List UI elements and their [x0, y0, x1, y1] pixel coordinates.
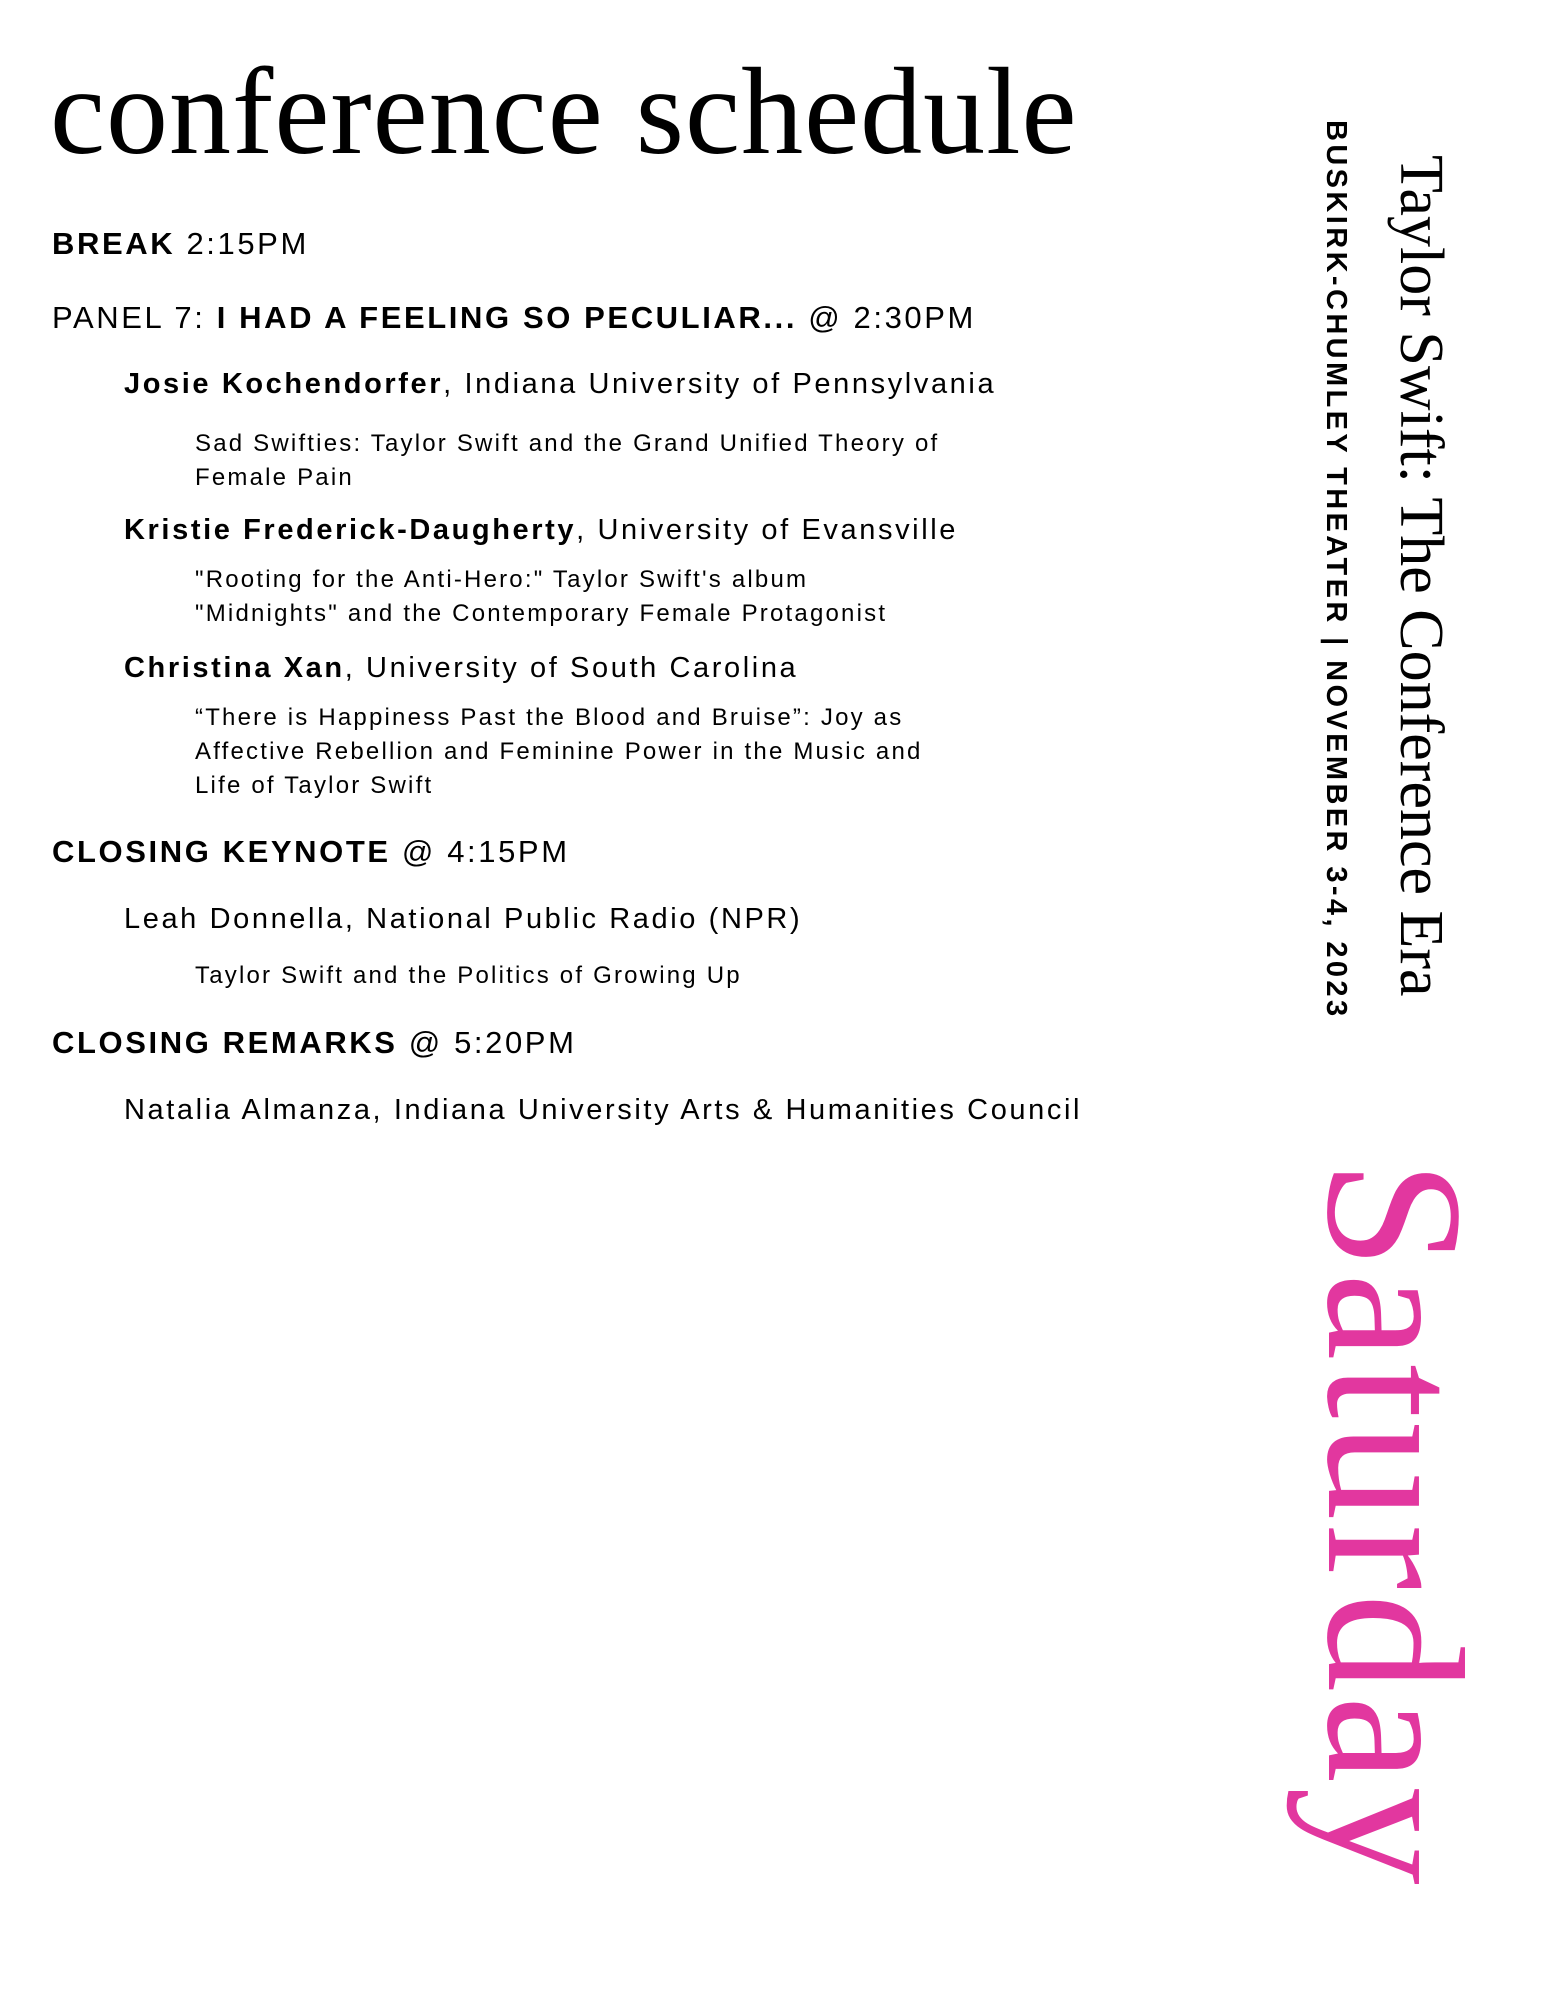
talk-title-line: "Rooting for the Anti-Hero:" Taylor Swift's album — [195, 566, 809, 593]
speaker-line — [124, 514, 958, 547]
talk-title-line: "Midnights" and the Contemporary Female Protagonist — [195, 600, 888, 627]
speaker-line — [124, 652, 798, 685]
closing-keynote-label: CLOSING KEYNOTE — [52, 834, 391, 869]
closing-keynote-time: @ 4:15PM — [390, 834, 570, 869]
speaker-affiliation: , University of South Carolina — [344, 652, 799, 684]
closing-remarks-label: CLOSING REMARKS — [52, 1025, 398, 1060]
panel-7-title: I HAD A FEELING SO PECULIAR... — [216, 300, 798, 335]
panel-7-time: @ 2:30PM — [797, 300, 976, 335]
closing-keynote-heading — [52, 834, 570, 870]
speaker-affiliation: , University of Evansville — [576, 514, 959, 546]
talk-title-line: Female Pain — [195, 464, 354, 491]
closing-remarks-heading — [52, 1025, 577, 1061]
speaker-affiliation: , Indiana University of Pennsylvania — [443, 368, 997, 400]
page-title: conference schedule — [50, 43, 1078, 180]
talk-title-line: Sad Swifties: Taylor Swift and the Grand Unified Theory of — [195, 430, 940, 457]
keynote-speaker: Leah Donnella, National Public Radio (NPR) — [124, 903, 803, 935]
speaker-name: Christina Xan — [124, 652, 345, 684]
speaker-line — [124, 368, 996, 401]
panel-7-heading — [52, 300, 976, 336]
speaker-name: Josie Kochendorfer — [124, 368, 444, 400]
break-time: 2:15PM — [175, 226, 309, 261]
conference-title: Taylor Swift: The Conference Era — [1387, 155, 1455, 997]
speaker-name: Kristie Frederick-Daugherty — [124, 514, 577, 546]
day-label: Saturday — [1286, 1160, 1503, 1889]
talk-title-line: Affective Rebellion and Feminine Power in the Music and — [195, 738, 923, 765]
talk-title-line: Life of Taylor Swift — [195, 772, 434, 799]
venue-dates: BUSKIRK-CHUMLEY THEATER | NOVEMBER 3-4, 2023 — [1320, 120, 1352, 1020]
keynote-talk-title: Taylor Swift and the Politics of Growing Up — [195, 962, 742, 989]
panel-7-prefix: PANEL 7: — [52, 300, 217, 335]
remarks-speaker: Natalia Almanza, Indiana University Arts & Humanities Council — [124, 1094, 1083, 1126]
talk-title-line: “There is Happiness Past the Blood and Bruise”: Joy as — [195, 704, 904, 731]
break-heading — [52, 226, 309, 262]
break-label: BREAK — [52, 226, 176, 261]
closing-remarks-time: @ 5:20PM — [397, 1025, 577, 1060]
